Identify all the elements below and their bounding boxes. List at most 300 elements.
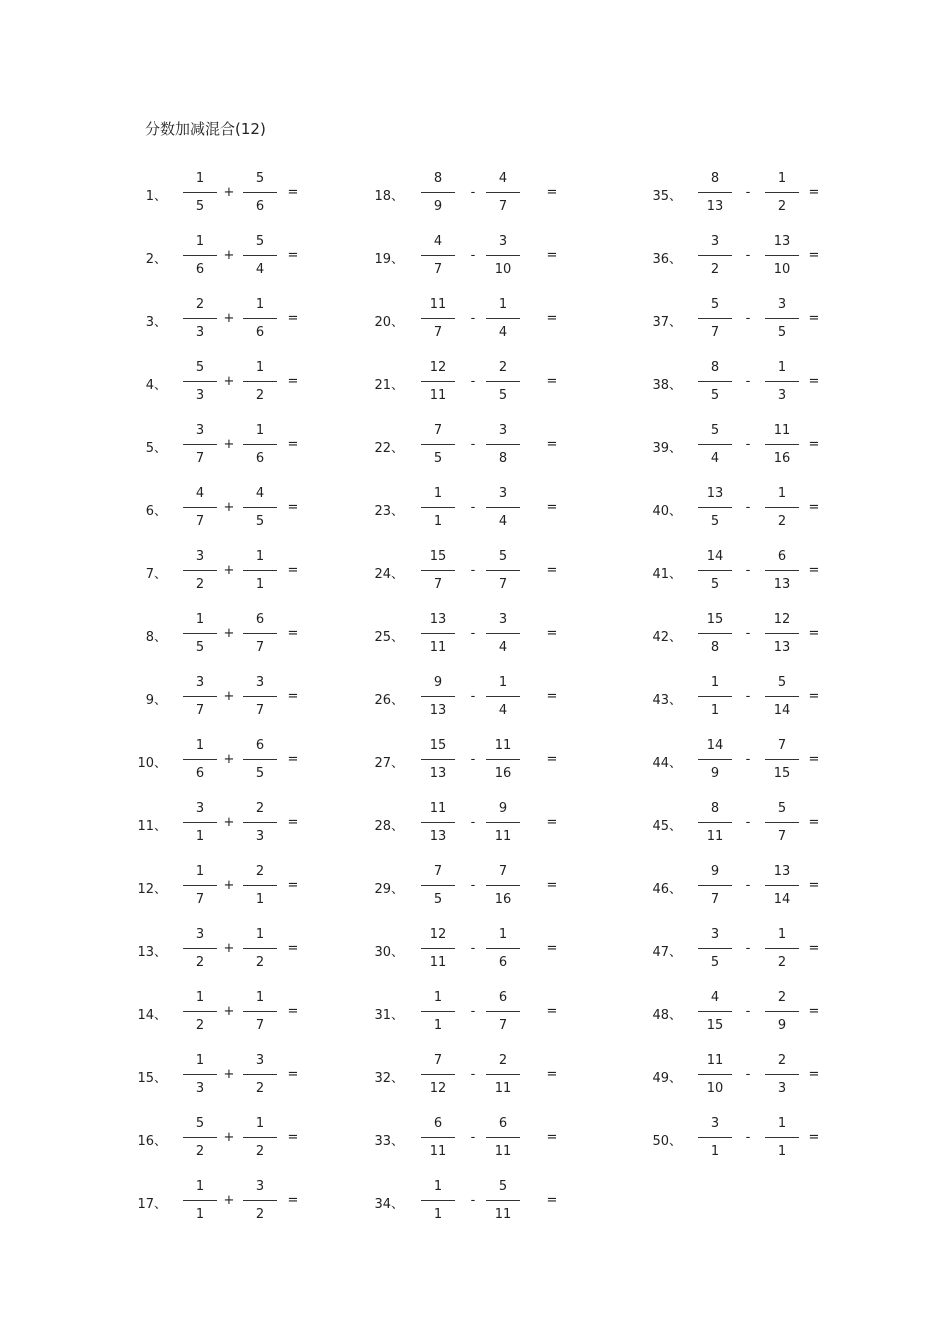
problem-item — [365, 1174, 575, 1228]
fraction-denominator: 4 — [710, 451, 720, 466]
fraction-bar — [183, 381, 217, 382]
second-fraction — [486, 485, 520, 531]
fraction-bar — [183, 192, 217, 193]
fraction-bar — [698, 696, 732, 697]
operator-sign: - — [470, 941, 476, 956]
first-fraction — [183, 485, 217, 531]
fraction-denominator: 8 — [498, 451, 508, 466]
fraction-denominator: 5 — [195, 199, 205, 214]
problem-item — [643, 355, 853, 409]
fraction-numerator: 9 — [498, 801, 508, 816]
fraction-numerator: 1 — [777, 486, 787, 501]
fraction-bar — [698, 255, 732, 256]
first-fraction — [421, 359, 455, 405]
first-fraction — [698, 233, 732, 279]
problem-item — [365, 229, 575, 283]
fraction-numerator: 6 — [777, 549, 787, 564]
second-fraction — [765, 296, 799, 342]
equals-sign: = — [287, 437, 299, 452]
equals-sign: = — [546, 1130, 558, 1145]
fraction-bar — [486, 822, 520, 823]
first-fraction — [421, 674, 455, 720]
fraction-denominator: 11 — [429, 388, 447, 403]
fraction-denominator: 4 — [498, 325, 508, 340]
equals-sign: = — [546, 1067, 558, 1082]
problem-number: 19、 — [374, 252, 404, 267]
equals-sign: = — [808, 1004, 820, 1019]
first-fraction — [183, 926, 217, 972]
problem-item — [128, 1174, 338, 1228]
fraction-bar — [421, 570, 455, 571]
fraction-numerator: 11 — [429, 801, 447, 816]
fraction-denominator: 11 — [429, 1144, 447, 1159]
fraction-bar — [486, 570, 520, 571]
equals-sign: = — [546, 563, 558, 578]
fraction-denominator: 7 — [433, 577, 443, 592]
second-fraction — [486, 611, 520, 657]
fraction-denominator: 15 — [773, 766, 791, 781]
equals-sign: = — [808, 374, 820, 389]
equals-sign: = — [546, 1193, 558, 1208]
fraction-denominator: 11 — [494, 1207, 512, 1222]
first-fraction — [698, 737, 732, 783]
fraction-bar — [765, 192, 799, 193]
fraction-denominator: 6 — [498, 955, 508, 970]
equals-sign: = — [287, 752, 299, 767]
fraction-bar — [765, 759, 799, 760]
fraction-numerator: 2 — [255, 864, 265, 879]
fraction-bar — [183, 633, 217, 634]
first-fraction — [421, 611, 455, 657]
problem-number: 1、 — [145, 189, 167, 204]
problem-item — [128, 166, 338, 220]
operator-sign: + — [223, 815, 235, 830]
problem-number: 4、 — [145, 378, 167, 393]
problem-item — [643, 1048, 853, 1102]
second-fraction — [243, 359, 277, 405]
second-fraction — [243, 737, 277, 783]
fraction-bar — [243, 1011, 277, 1012]
problem-number: 48、 — [652, 1008, 682, 1023]
fraction-denominator: 6 — [195, 262, 205, 277]
problem-item — [365, 670, 575, 724]
fraction-bar — [183, 696, 217, 697]
fraction-bar — [486, 1200, 520, 1201]
problem-number: 17、 — [137, 1197, 167, 1212]
second-fraction — [765, 233, 799, 279]
fraction-denominator: 1 — [433, 1207, 443, 1222]
first-fraction — [421, 989, 455, 1035]
problem-number: 18、 — [374, 189, 404, 204]
problem-item — [643, 1111, 853, 1165]
problem-number: 24、 — [374, 567, 404, 582]
equals-sign: = — [287, 248, 299, 263]
fraction-numerator: 1 — [255, 297, 265, 312]
problem-item — [365, 1048, 575, 1102]
equals-sign: = — [287, 626, 299, 641]
problem-number: 42、 — [652, 630, 682, 645]
fraction-denominator: 5 — [710, 577, 720, 592]
fraction-denominator: 9 — [433, 199, 443, 214]
problem-number: 12、 — [137, 882, 167, 897]
fraction-numerator: 1 — [777, 927, 787, 942]
fraction-denominator: 2 — [255, 1081, 265, 1096]
first-fraction — [183, 1178, 217, 1224]
fraction-numerator: 9 — [433, 675, 443, 690]
equals-sign: = — [287, 941, 299, 956]
fraction-bar — [421, 192, 455, 193]
fraction-bar — [698, 318, 732, 319]
fraction-numerator: 3 — [255, 1053, 265, 1068]
fraction-denominator: 3 — [255, 829, 265, 844]
fraction-bar — [765, 885, 799, 886]
operator-sign: - — [745, 311, 751, 326]
problem-number: 9、 — [145, 693, 167, 708]
operator-sign: - — [470, 185, 476, 200]
fraction-denominator: 5 — [710, 955, 720, 970]
equals-sign: = — [546, 374, 558, 389]
problem-item — [643, 418, 853, 472]
first-fraction — [698, 422, 732, 468]
problem-item — [128, 922, 338, 976]
fraction-bar — [698, 633, 732, 634]
problem-item — [128, 292, 338, 346]
fraction-numerator: 2 — [195, 297, 205, 312]
fraction-numerator: 1 — [433, 990, 443, 1005]
fraction-denominator: 2 — [710, 262, 720, 277]
first-fraction — [421, 1178, 455, 1224]
first-fraction — [421, 800, 455, 846]
problem-number: 3、 — [145, 315, 167, 330]
fraction-numerator: 11 — [494, 738, 512, 753]
fraction-numerator: 3 — [777, 297, 787, 312]
fraction-denominator: 1 — [433, 1018, 443, 1033]
problem-number: 7、 — [145, 567, 167, 582]
fraction-denominator: 7 — [433, 262, 443, 277]
fraction-denominator: 1 — [195, 829, 205, 844]
problem-number: 22、 — [374, 441, 404, 456]
fraction-numerator: 6 — [433, 1116, 443, 1131]
operator-sign: - — [745, 374, 751, 389]
problem-item — [128, 607, 338, 661]
operator-sign: - — [470, 689, 476, 704]
problem-item — [128, 985, 338, 1039]
fraction-numerator: 12 — [429, 360, 447, 375]
fraction-denominator: 11 — [494, 1144, 512, 1159]
problem-item — [643, 544, 853, 598]
fraction-bar — [698, 1011, 732, 1012]
fraction-numerator: 8 — [710, 360, 720, 375]
fraction-denominator: 11 — [494, 1081, 512, 1096]
first-fraction — [183, 170, 217, 216]
fraction-bar — [486, 255, 520, 256]
fraction-denominator: 9 — [777, 1018, 787, 1033]
fraction-denominator: 1 — [195, 1207, 205, 1222]
equals-sign: = — [287, 311, 299, 326]
second-fraction — [243, 611, 277, 657]
operator-sign: - — [470, 1193, 476, 1208]
fraction-bar — [421, 633, 455, 634]
fraction-denominator: 9 — [710, 766, 720, 781]
fraction-denominator: 5 — [195, 640, 205, 655]
fraction-numerator: 4 — [710, 990, 720, 1005]
fraction-denominator: 16 — [494, 766, 512, 781]
fraction-bar — [183, 1011, 217, 1012]
equals-sign: = — [287, 500, 299, 515]
equals-sign: = — [808, 500, 820, 515]
fraction-bar — [698, 759, 732, 760]
fraction-denominator: 7 — [195, 451, 205, 466]
second-fraction — [486, 1178, 520, 1224]
fraction-numerator: 13 — [773, 234, 791, 249]
equals-sign: = — [808, 626, 820, 641]
fraction-bar — [183, 822, 217, 823]
fraction-numerator: 3 — [195, 801, 205, 816]
problem-item — [128, 859, 338, 913]
problem-number: 41、 — [652, 567, 682, 582]
fraction-bar — [421, 822, 455, 823]
fraction-bar — [765, 822, 799, 823]
second-fraction — [243, 1052, 277, 1098]
fraction-numerator: 1 — [255, 927, 265, 942]
operator-sign: + — [223, 311, 235, 326]
equals-sign: = — [546, 626, 558, 641]
first-fraction — [183, 548, 217, 594]
fraction-bar — [243, 696, 277, 697]
fraction-denominator: 4 — [498, 703, 508, 718]
problem-item — [643, 229, 853, 283]
fraction-numerator: 1 — [255, 990, 265, 1005]
fraction-denominator: 6 — [255, 325, 265, 340]
first-fraction — [421, 422, 455, 468]
second-fraction — [243, 485, 277, 531]
operator-sign: - — [470, 1130, 476, 1145]
fraction-numerator: 5 — [710, 423, 720, 438]
fraction-numerator: 6 — [498, 990, 508, 1005]
problem-item — [365, 544, 575, 598]
problem-number: 10、 — [137, 756, 167, 771]
fraction-bar — [698, 948, 732, 949]
problem-number: 2、 — [145, 252, 167, 267]
fraction-denominator: 6 — [255, 451, 265, 466]
fraction-bar — [486, 759, 520, 760]
operator-sign: - — [745, 1004, 751, 1019]
first-fraction — [698, 1052, 732, 1098]
problem-item — [643, 481, 853, 535]
fraction-bar — [243, 885, 277, 886]
equals-sign: = — [287, 815, 299, 830]
problem-item — [128, 670, 338, 724]
fraction-numerator: 1 — [255, 1116, 265, 1131]
fraction-denominator: 3 — [195, 325, 205, 340]
fraction-bar — [421, 759, 455, 760]
fraction-denominator: 15 — [706, 1018, 724, 1033]
problem-item — [365, 859, 575, 913]
operator-sign: - — [470, 815, 476, 830]
second-fraction — [243, 422, 277, 468]
fraction-bar — [243, 192, 277, 193]
fraction-denominator: 2 — [255, 955, 265, 970]
fraction-bar — [421, 507, 455, 508]
second-fraction — [243, 233, 277, 279]
first-fraction — [698, 548, 732, 594]
problem-number: 30、 — [374, 945, 404, 960]
equals-sign: = — [287, 689, 299, 704]
first-fraction — [698, 674, 732, 720]
fraction-numerator: 15 — [429, 738, 447, 753]
equals-sign: = — [546, 815, 558, 830]
fraction-bar — [421, 696, 455, 697]
fraction-denominator: 1 — [255, 577, 265, 592]
equals-sign: = — [287, 1067, 299, 1082]
problem-item — [128, 355, 338, 409]
fraction-denominator: 4 — [498, 640, 508, 655]
fraction-bar — [421, 318, 455, 319]
second-fraction — [243, 1115, 277, 1161]
problem-item — [128, 1111, 338, 1165]
fraction-denominator: 5 — [433, 451, 443, 466]
equals-sign: = — [808, 878, 820, 893]
fraction-denominator: 7 — [195, 514, 205, 529]
first-fraction — [183, 1052, 217, 1098]
equals-sign: = — [546, 437, 558, 452]
fraction-numerator: 5 — [255, 171, 265, 186]
fraction-numerator: 3 — [710, 927, 720, 942]
second-fraction — [486, 737, 520, 783]
fraction-numerator: 12 — [773, 612, 791, 627]
problem-number: 33、 — [374, 1134, 404, 1149]
operator-sign: - — [745, 563, 751, 578]
problem-number: 38、 — [652, 378, 682, 393]
problem-item — [128, 544, 338, 598]
fraction-bar — [421, 1011, 455, 1012]
fraction-denominator: 2 — [195, 1144, 205, 1159]
operator-sign: + — [223, 1193, 235, 1208]
fraction-bar — [421, 255, 455, 256]
problem-number: 47、 — [652, 945, 682, 960]
fraction-bar — [243, 633, 277, 634]
fraction-bar — [243, 822, 277, 823]
second-fraction — [243, 863, 277, 909]
problem-item — [365, 166, 575, 220]
second-fraction — [765, 485, 799, 531]
fraction-numerator: 1 — [195, 738, 205, 753]
second-fraction — [486, 296, 520, 342]
fraction-denominator: 5 — [255, 514, 265, 529]
fraction-denominator: 7 — [255, 1018, 265, 1033]
operator-sign: - — [470, 311, 476, 326]
first-fraction — [698, 800, 732, 846]
fraction-denominator: 7 — [255, 640, 265, 655]
second-fraction — [486, 548, 520, 594]
fraction-denominator: 14 — [773, 703, 791, 718]
fraction-bar — [183, 948, 217, 949]
problem-item — [128, 229, 338, 283]
equals-sign: = — [287, 1130, 299, 1145]
fraction-bar — [183, 255, 217, 256]
problem-item — [643, 670, 853, 724]
equals-sign: = — [546, 878, 558, 893]
fraction-denominator: 5 — [255, 766, 265, 781]
second-fraction — [765, 611, 799, 657]
fraction-denominator: 7 — [710, 892, 720, 907]
fraction-denominator: 11 — [429, 640, 447, 655]
fraction-denominator: 10 — [773, 262, 791, 277]
fraction-bar — [243, 1200, 277, 1201]
fraction-bar — [486, 444, 520, 445]
second-fraction — [765, 548, 799, 594]
problem-number: 8、 — [145, 630, 167, 645]
first-fraction — [421, 485, 455, 531]
fraction-bar — [243, 759, 277, 760]
fraction-bar — [183, 318, 217, 319]
operator-sign: + — [223, 563, 235, 578]
first-fraction — [183, 1115, 217, 1161]
fraction-numerator: 6 — [255, 612, 265, 627]
second-fraction — [486, 359, 520, 405]
fraction-bar — [421, 1074, 455, 1075]
problem-number: 49、 — [652, 1071, 682, 1086]
fraction-numerator: 4 — [195, 486, 205, 501]
fraction-denominator: 1 — [433, 514, 443, 529]
equals-sign: = — [808, 941, 820, 956]
fraction-bar — [486, 1011, 520, 1012]
second-fraction — [243, 989, 277, 1035]
equals-sign: = — [546, 1004, 558, 1019]
operator-sign: + — [223, 500, 235, 515]
fraction-bar — [421, 381, 455, 382]
fraction-denominator: 12 — [429, 1081, 447, 1096]
fraction-numerator: 11 — [706, 1053, 724, 1068]
fraction-numerator: 15 — [706, 612, 724, 627]
fraction-bar — [698, 885, 732, 886]
equals-sign: = — [546, 941, 558, 956]
fraction-bar — [698, 444, 732, 445]
fraction-numerator: 1 — [433, 486, 443, 501]
fraction-numerator: 8 — [710, 801, 720, 816]
fraction-bar — [421, 948, 455, 949]
equals-sign: = — [808, 1130, 820, 1145]
equals-sign: = — [546, 311, 558, 326]
fraction-numerator: 3 — [498, 423, 508, 438]
problem-item — [128, 796, 338, 850]
problem-item — [643, 166, 853, 220]
problem-item — [128, 481, 338, 535]
fraction-bar — [765, 633, 799, 634]
first-fraction — [421, 170, 455, 216]
fraction-denominator: 4 — [255, 262, 265, 277]
equals-sign: = — [808, 752, 820, 767]
fraction-denominator: 4 — [498, 514, 508, 529]
operator-sign: - — [745, 626, 751, 641]
fraction-numerator: 1 — [498, 297, 508, 312]
second-fraction — [486, 1052, 520, 1098]
fraction-numerator: 2 — [255, 801, 265, 816]
fraction-denominator: 6 — [195, 766, 205, 781]
operator-sign: - — [470, 248, 476, 263]
fraction-denominator: 13 — [773, 640, 791, 655]
first-fraction — [183, 296, 217, 342]
problem-item — [365, 418, 575, 472]
equals-sign: = — [808, 185, 820, 200]
operator-sign: + — [223, 689, 235, 704]
fraction-bar — [698, 1074, 732, 1075]
fraction-denominator: 13 — [706, 199, 724, 214]
equals-sign: = — [546, 500, 558, 515]
equals-sign: = — [546, 185, 558, 200]
first-fraction — [183, 800, 217, 846]
fraction-denominator: 1 — [255, 892, 265, 907]
